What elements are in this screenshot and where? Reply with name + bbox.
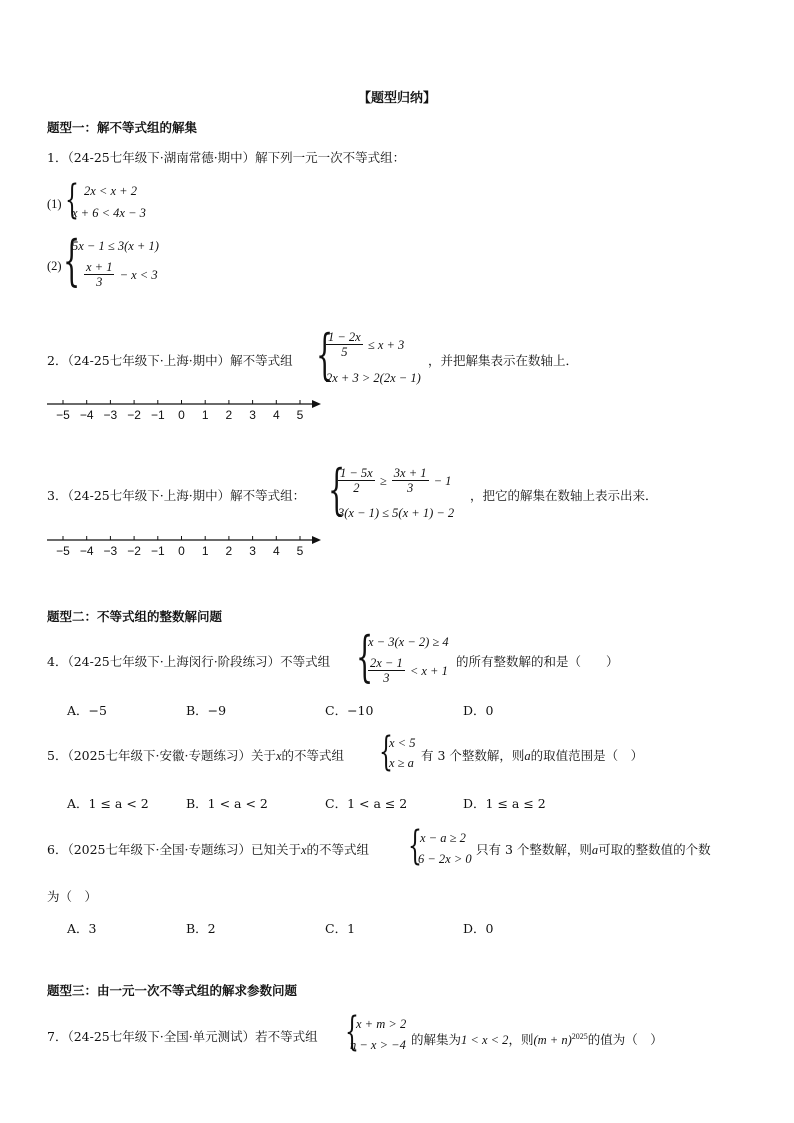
question-5-line <box>47 748 344 764</box>
q5-suffix-1: 有 3 个整数解，则 <box>421 748 525 763</box>
q7-mid: 的解集为 <box>411 1032 462 1048</box>
q5-prefix: 5．（2025七年级下·安徽·专题练习）关于 <box>47 748 276 763</box>
q1-part1-line2: x + 6 < 4x − 3 <box>72 206 146 220</box>
q4-fraction <box>368 656 405 685</box>
number-line-tick-label: 0 <box>178 544 185 558</box>
section-heading-2: 题型二：不等式组的整数解问题 <box>47 609 223 624</box>
number-line-tick-label: 0 <box>178 408 185 422</box>
q5-mid: 的不等式组 <box>281 748 345 763</box>
q1-part1-label: (1) <box>47 197 62 211</box>
q4-option-b[interactable]: B．−9 <box>186 703 227 718</box>
q7-line2: n − x > −4 <box>350 1038 406 1052</box>
q7-mid-2: ，则 <box>508 1032 534 1048</box>
q4-line1: x − 3(x − 2) ≥ 4 <box>368 635 449 649</box>
q7-range: 1 < x < 2 <box>461 1033 509 1048</box>
number-line-tick-label: 5 <box>296 544 304 558</box>
number-line-tick-label: 1 <box>201 408 209 422</box>
q2-line1-tail: ≤ x + 3 <box>367 338 405 352</box>
number-line-tick-label: −3 <box>103 544 118 558</box>
number-line-tick-label: 3 <box>249 408 256 422</box>
q4-numerator: 2x − 1 <box>370 656 403 670</box>
question-2-prefix: 2．（24-25七年级下·上海·期中）解不等式组 <box>47 353 293 368</box>
q6-prefix: 6．（2025七年级下·全国·专题练习）已知关于 <box>47 842 301 857</box>
q1-part2-denominator: 3 <box>96 275 103 289</box>
q4-line2 <box>368 656 448 685</box>
q2-numerator: 1 − 2x <box>328 330 361 344</box>
q1-part2-line1: 5x − 1 ≤ 3(x + 1) <box>72 239 159 253</box>
q4-brace: { <box>356 625 374 688</box>
q5-option-d[interactable]: D．1 ≤ a ≤ 2 <box>463 796 546 811</box>
q7-line1: x + m > 2 <box>356 1017 407 1031</box>
question-2-suffix: ，并把解集表示在数轴上． <box>428 353 579 368</box>
q4-option-a[interactable]: A．−5 <box>67 703 107 718</box>
q4-option-d[interactable]: D．0 <box>463 703 494 718</box>
q5-option-c[interactable]: C．1 < a ≤ 2 <box>325 796 408 811</box>
q6-option-b[interactable]: B．2 <box>186 921 216 936</box>
q1-part2-numerator: x + 1 <box>86 260 113 274</box>
number-line-tick-label: 4 <box>272 544 280 558</box>
q5-line1: x < 5 <box>389 736 416 750</box>
number-line-tick-label: 5 <box>296 408 304 422</box>
q4-line2-tail: < x + 1 <box>409 664 448 678</box>
question-7-prefix: 7．（24-25七年级下·全国·单元测试）若不等式组 <box>47 1029 318 1044</box>
q7-brace: { <box>345 1009 359 1055</box>
section-heading-1: 题型一：解不等式组的解集 <box>47 120 198 135</box>
number-line-tick-label: −4 <box>79 408 94 422</box>
number-line-tick-label: 4 <box>272 408 280 422</box>
question-4-prefix: 4．（24-25七年级下·上海闵行·阶段练习）不等式组 <box>47 654 331 669</box>
page-title: 【题型归纳】 <box>357 91 436 106</box>
question-3-suffix: ，把它的解集在数轴上表示出来． <box>470 488 658 503</box>
number-line-tick-label: −5 <box>56 408 70 422</box>
question-4-suffix: 的所有整数解的和是（ ） <box>456 654 619 669</box>
q3-numerator-1: 1 − 5x <box>340 466 373 480</box>
question-1-stem: 1．（24-25七年级下·湖南常德·期中）解下列一元一次不等式组： <box>47 150 406 165</box>
number-line-tick-label: −3 <box>103 408 118 422</box>
number-line-tick-label: 2 <box>225 408 233 422</box>
section-heading-3: 题型三：由一元一次不等式组的解求参数问题 <box>47 983 298 998</box>
q3-fraction-2 <box>392 466 429 495</box>
q6-option-c[interactable]: C．1 <box>325 921 356 936</box>
q3-denominator-1: 2 <box>353 481 360 495</box>
q3-line1 <box>338 466 451 495</box>
q2-line2: 2x + 3 > 2(2x − 1) <box>326 371 421 385</box>
q5-variable-a: a <box>524 749 531 763</box>
q6-brace: { <box>408 823 422 869</box>
q5-suffix-2: 的取值范围是（ ） <box>530 748 644 763</box>
q6-suffix-2: 可取的整数值的个数 <box>598 842 711 857</box>
q1-part2-brace: { <box>63 229 81 292</box>
q7-suffix: 的值为（ ） <box>587 1032 663 1048</box>
q6-line2: 6 − 2x > 0 <box>418 852 472 866</box>
q1-part2-fraction <box>84 260 114 289</box>
number-line-tick-label: 3 <box>249 544 256 558</box>
q3-line1-relation: ≥ <box>379 474 387 488</box>
question-3-prefix: 3．（24-25七年级下·上海·期中）解不等式组： <box>47 488 306 503</box>
q7-expression: (m + n) <box>533 1033 572 1048</box>
q1-part1-brace: { <box>65 177 79 223</box>
q6-suffix-1: 只有 3 个整数解，则 <box>476 842 592 857</box>
number-line-tick-label: −2 <box>127 544 141 558</box>
number-line-tick-label: 1 <box>201 544 209 558</box>
q1-part1-line1: 2x < x + 2 <box>84 184 137 198</box>
q4-denominator: 3 <box>383 671 390 685</box>
number-line-tick-label: −2 <box>127 408 141 422</box>
q5-brace: { <box>379 729 393 775</box>
q2-brace: { <box>316 323 334 386</box>
q6-option-a[interactable]: A．3 <box>67 921 97 936</box>
q2-line1 <box>326 330 404 359</box>
number-line-tick-label: −5 <box>56 544 70 558</box>
number-line-q2 <box>45 396 325 426</box>
q3-brace: { <box>328 458 346 521</box>
number-line-tick-label: −4 <box>79 544 94 558</box>
q7-exponent: 2025 <box>571 1032 588 1041</box>
q3-denominator-2: 3 <box>407 481 414 495</box>
q5-line2: x ≥ a <box>389 756 414 770</box>
question-6-tail <box>476 842 711 858</box>
question-6-line <box>47 842 369 858</box>
number-line-tick-label: 2 <box>225 544 233 558</box>
question-5-tail <box>421 748 643 764</box>
q2-denominator: 5 <box>341 345 348 359</box>
q6-option-d[interactable]: D．0 <box>463 921 494 936</box>
number-line-tick-label: −1 <box>150 544 165 558</box>
q5-option-b[interactable]: B．1 < a < 2 <box>186 796 268 811</box>
q3-fraction-1 <box>338 466 375 495</box>
q6-variable-a: a <box>591 843 599 857</box>
q1-part2-label: (2) <box>47 259 62 273</box>
q5-option-a[interactable]: A．1 ≤ a < 2 <box>67 796 149 811</box>
question-7-tail <box>411 1029 663 1048</box>
q1-part2-tail: − x < 3 <box>119 268 158 282</box>
q6-mid: 的不等式组 <box>306 842 370 857</box>
q4-option-c[interactable]: C．−10 <box>325 703 374 718</box>
q6-variable: x <box>300 843 307 857</box>
q3-numerator-2: 3x + 1 <box>393 466 427 480</box>
q6-line1: x − a ≥ 2 <box>420 831 466 845</box>
q2-fraction <box>326 330 363 359</box>
q1-part2-line2 <box>84 260 158 289</box>
question-6-continuation: 为（ ） <box>47 889 98 904</box>
q3-line1-tail: − 1 <box>433 474 452 488</box>
q5-variable: x <box>275 749 282 763</box>
number-line-q3 <box>45 532 325 562</box>
q3-line2: 3(x − 1) ≤ 5(x + 1) − 2 <box>338 506 455 520</box>
number-line-tick-label: −1 <box>150 408 165 422</box>
